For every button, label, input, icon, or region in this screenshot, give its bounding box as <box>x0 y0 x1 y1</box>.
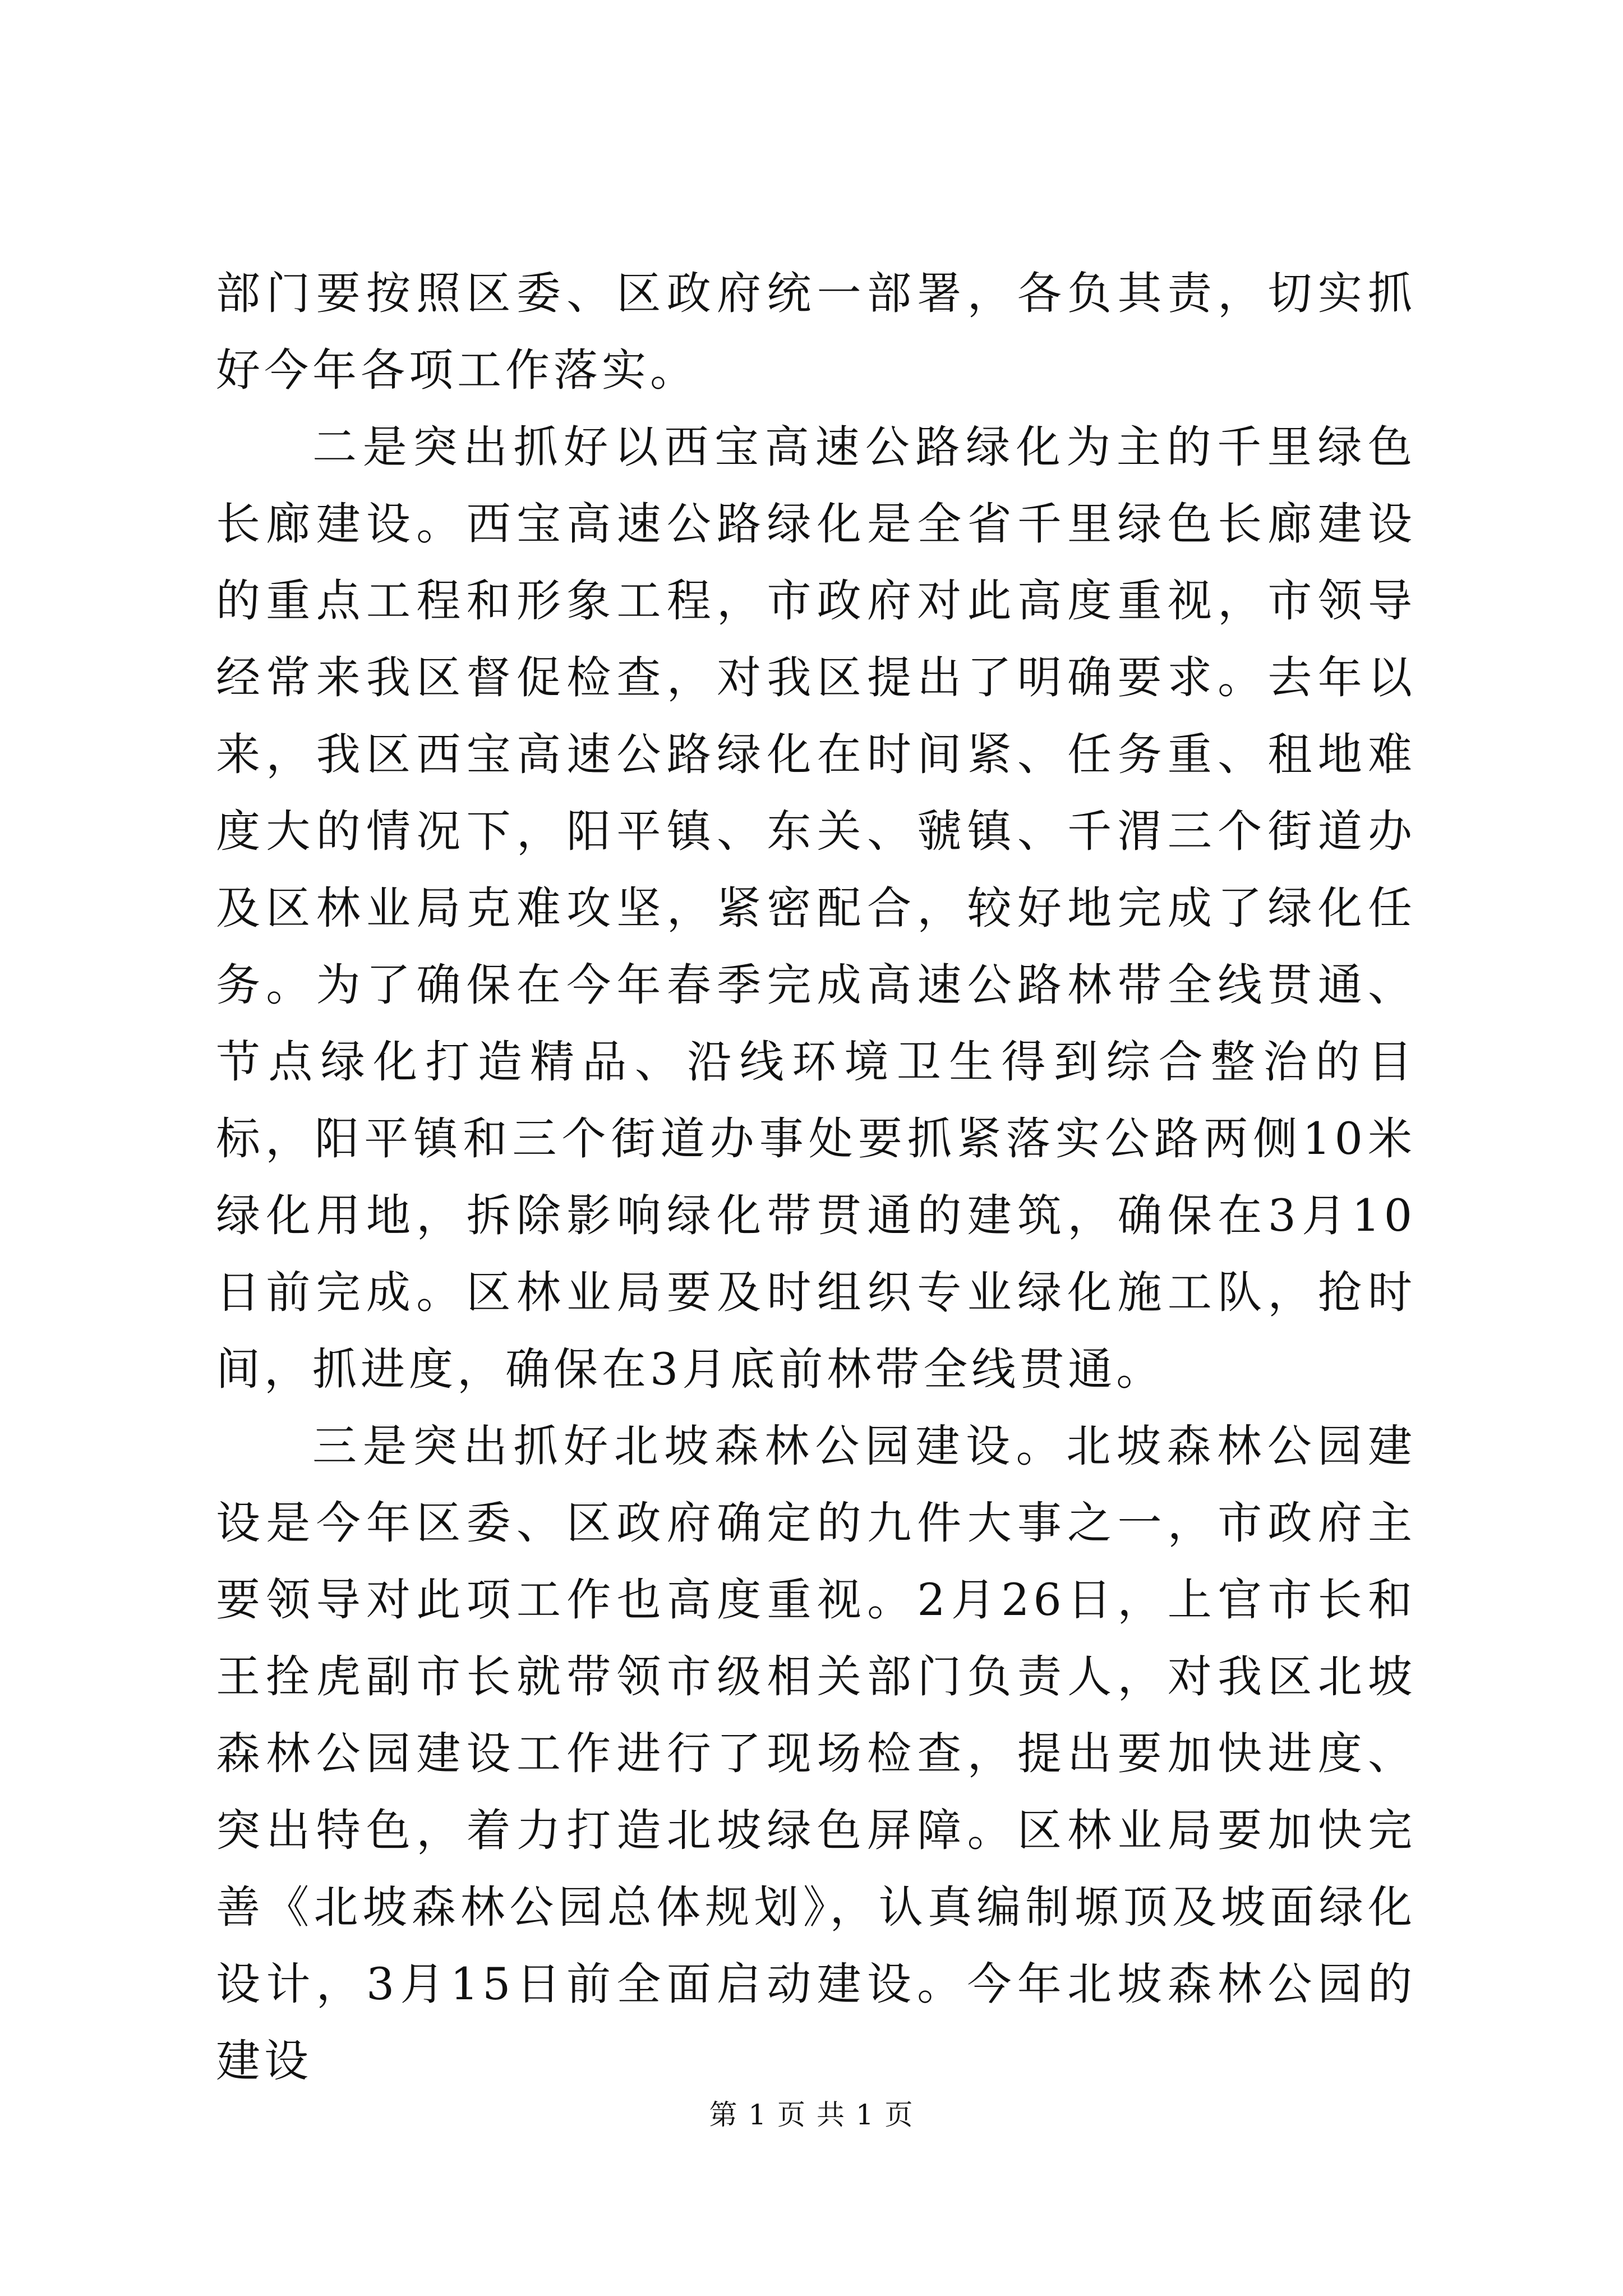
paragraph-expressway-greening: 二是突出抓好以西宝高速公路绿化为主的千里绿色长廊建设。西宝高速公路绿化是全省千里绿色长廊建设的重点工程和形象工程，市政府对此高度重视，市领导经常来我区督促检查，对我区提出了明确要求。去年以来，我区西宝高速公路绿化在时间紧、任务重、租地难度大的情况下，阳平镇、东关、虢镇、千渭三个街道办及区林业局克难攻坚，紧密配合，较好地完成了绿化任务。为了确保在今年春季完成高速公路林带全线贯通、节点绿化打造精品、沿线环境卫生得到综合整治的目标，阳平镇和三个街道办事处要抓紧落实公路两侧10米绿化用地，拆除影响绿化带贯通的建筑，确保在3月10日前完成。区林业局要及时组织专业绿化施工队，抢时间，抓进度，确保在3月底前林带全线贯通。 <box>216 421 1416 1395</box>
document-body <box>216 255 1416 2100</box>
paragraph-continuation: 部门要按照区委、区政府统一部署，各负其责，切实抓好今年各项工作落实。 <box>216 268 1416 396</box>
page-number-footer: 第 1 页 共 1 页 <box>709 2099 914 2131</box>
paragraph-forest-park: 三是突出抓好北坡森林公园建设。北坡森林公园建设是今年区委、区政府确定的九件大事之一，市政府主要领导对此项工作也高度重视。2月26日，上官市长和王拴虎副市长就带领市级相关部门负责人，对我区北坡森林公园建设工作进行了现场检查，提出要加快进度、突出特色，着力打造北坡绿色屏障。区林业局要加快完善《北坡森林公园总体规划》，认真编制塬顶及坡面绿化设计，3月15日前全面启动建设。今年北坡森林公园的建设 <box>216 1420 1416 2087</box>
